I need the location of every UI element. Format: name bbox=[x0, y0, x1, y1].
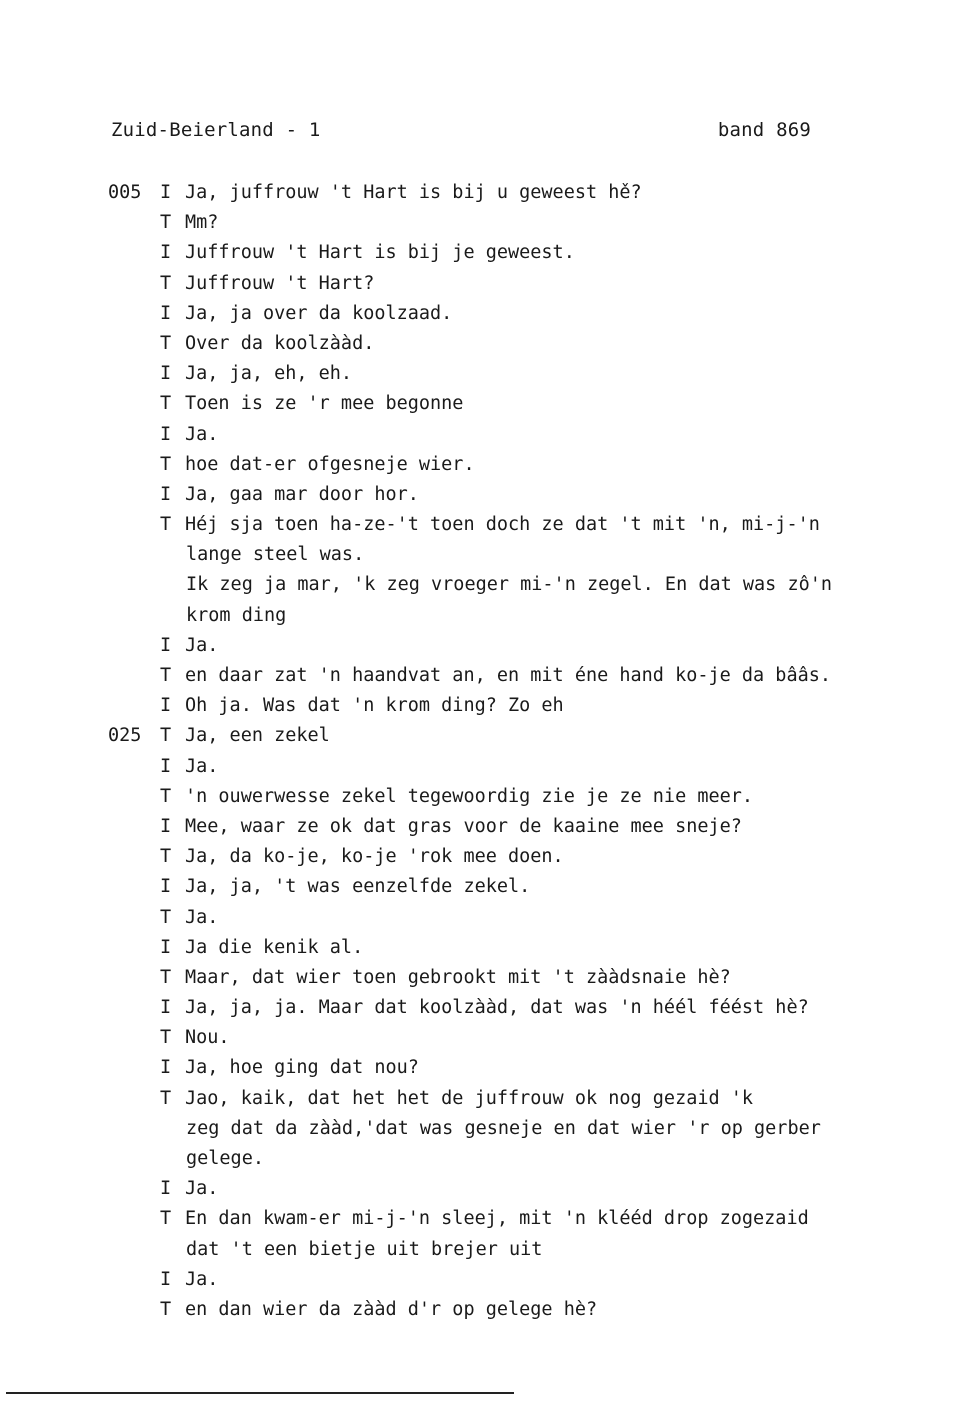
speaker-label: T bbox=[160, 272, 172, 294]
utterance-text: dat 't een bietje uit brejer uit bbox=[186, 1238, 543, 1260]
speaker-label: I bbox=[160, 483, 172, 505]
footer-rule bbox=[6, 1392, 514, 1394]
utterance-text: Ja, ja, ja. Maar dat koolzààd, dat was 'n héél féést hè? bbox=[185, 997, 809, 1019]
speaker-label: I bbox=[160, 815, 172, 837]
transcript-line bbox=[108, 1023, 908, 1053]
transcript-line bbox=[108, 1265, 908, 1295]
transcript-line bbox=[108, 480, 908, 510]
transcript-line bbox=[108, 1053, 908, 1083]
speaker-label: T bbox=[160, 393, 172, 415]
utterance-text: Ja. bbox=[185, 423, 219, 445]
utterance-text: Oh ja. Was dat 'n krom ding? Zo eh bbox=[185, 695, 564, 717]
utterance-text: Toen is ze 'r mee begonne bbox=[185, 393, 464, 415]
transcript-line bbox=[108, 1235, 908, 1265]
transcript-line bbox=[108, 842, 908, 872]
utterance-text: Over da koolzààd. bbox=[185, 332, 375, 354]
transcript-line bbox=[108, 1204, 908, 1234]
transcript-line bbox=[108, 359, 908, 389]
transcript-line bbox=[108, 933, 908, 963]
speaker-label: I bbox=[160, 363, 172, 385]
transcript-line bbox=[108, 1144, 908, 1174]
speaker-label: T bbox=[160, 725, 172, 747]
transcript-line bbox=[108, 1114, 908, 1144]
transcript-line bbox=[108, 752, 908, 782]
utterance-text: en daar zat 'n haandvat an, en mit éne hand ko-je da bââs. bbox=[185, 665, 832, 686]
utterance-text: krom ding bbox=[186, 604, 287, 626]
speaker-label: I bbox=[160, 634, 172, 656]
speaker-label: T bbox=[160, 1208, 172, 1230]
transcript-line bbox=[108, 329, 908, 359]
utterance-text: Nou. bbox=[185, 1027, 230, 1049]
transcript-line bbox=[108, 178, 908, 208]
speaker-label: I bbox=[160, 755, 172, 777]
transcript-line bbox=[108, 812, 908, 842]
utterance-text: Jao, kaik, dat het het de juffrouw ok nog gezaid 'k bbox=[185, 1087, 754, 1109]
band-number: band 869 bbox=[717, 119, 811, 141]
page-header bbox=[111, 119, 811, 145]
transcript-line bbox=[108, 631, 908, 661]
transcript-line bbox=[108, 299, 908, 329]
utterance-text: Maar, dat wier toen gebrookt mit 't zààdsnaie hè? bbox=[185, 966, 731, 988]
speaker-label: I bbox=[160, 1268, 172, 1290]
utterance-text: Ik zeg ja mar, 'k zeg vroeger mi-'n zegel. En dat was zô'n bbox=[186, 574, 833, 596]
speaker-label: I bbox=[160, 936, 172, 958]
transcript-line bbox=[108, 420, 908, 450]
transcript-line bbox=[108, 601, 908, 631]
utterance-text: Mm? bbox=[185, 212, 219, 234]
speaker-label: T bbox=[160, 332, 172, 354]
utterance-text: Juffrouw 't Hart is bij je geweest. bbox=[185, 242, 575, 264]
transcript-line bbox=[108, 1295, 908, 1325]
transcript-line bbox=[108, 208, 908, 238]
transcript-line bbox=[108, 450, 908, 480]
transcript-line bbox=[108, 993, 908, 1023]
speaker-label: T bbox=[160, 665, 172, 686]
utterance-text: 'n ouwerwesse zekel tegewoordig zie je ze nie meer. bbox=[185, 785, 754, 807]
utterance-text: Ja, een zekel bbox=[185, 725, 330, 747]
speaker-label: T bbox=[160, 1027, 172, 1049]
transcript-line bbox=[108, 1174, 908, 1204]
transcript-line bbox=[108, 661, 908, 691]
speaker-label: I bbox=[160, 1057, 172, 1079]
transcript-line bbox=[108, 389, 908, 419]
transcript-line bbox=[108, 872, 908, 902]
utterance-text: zeg dat da zààd,'dat was gesneje en dat wier 'r op gerber bbox=[186, 1117, 821, 1139]
transcript-line bbox=[108, 721, 908, 751]
speaker-label: T bbox=[160, 785, 172, 807]
utterance-text: lange steel was. bbox=[186, 544, 365, 566]
speaker-label: I bbox=[160, 182, 172, 203]
document-title: Zuid-Beierland - 1 bbox=[111, 119, 321, 141]
transcript-line bbox=[108, 570, 908, 600]
speaker-label: T bbox=[160, 966, 172, 988]
transcript-line bbox=[108, 1084, 908, 1114]
line-counter: 005 bbox=[108, 182, 142, 203]
speaker-label: T bbox=[160, 514, 172, 536]
speaker-label: I bbox=[160, 1178, 172, 1200]
transcript-line bbox=[108, 963, 908, 993]
speaker-label: T bbox=[160, 1298, 172, 1320]
utterance-text: Héj sja toen ha-ze-'t toen doch ze dat 't mit 'n, mi-j-'n bbox=[185, 514, 820, 536]
utterance-text: en dan wier da zààd d'r op gelege hè? bbox=[185, 1298, 598, 1320]
utterance-text: Juffrouw 't Hart? bbox=[185, 272, 375, 294]
speaker-label: T bbox=[160, 453, 172, 475]
speaker-label: I bbox=[160, 302, 172, 324]
utterance-text: Ja, ja, 't was eenzelfde zekel. bbox=[185, 876, 531, 898]
utterance-text: Ja, hoe ging dat nou? bbox=[185, 1057, 419, 1079]
utterance-text: Ja, juffrouw 't Hart is bij u geweest hě? bbox=[185, 182, 642, 203]
utterance-text: Ja, ja over da koolzaad. bbox=[185, 302, 453, 324]
transcript-line bbox=[108, 238, 908, 268]
transcript-line bbox=[108, 782, 908, 812]
speaker-label: T bbox=[160, 212, 172, 234]
utterance-text: gelege. bbox=[186, 1148, 264, 1169]
transcript-line bbox=[108, 903, 908, 933]
utterance-text: Ja die kenik al. bbox=[185, 936, 364, 958]
speaker-label: I bbox=[160, 876, 172, 898]
speaker-label: I bbox=[160, 695, 172, 717]
utterance-text: Mee, waar ze ok dat gras voor de kaaine mee sneje? bbox=[185, 815, 742, 837]
speaker-label: I bbox=[160, 997, 172, 1019]
line-counter: 025 bbox=[108, 725, 142, 747]
utterance-text: En dan kwam-er mi-j-'n sleej, mit 'n klééd drop zogezaid bbox=[185, 1208, 809, 1230]
transcript bbox=[108, 178, 908, 1325]
utterance-text: Ja. bbox=[185, 1178, 219, 1200]
speaker-label: T bbox=[160, 1087, 172, 1109]
utterance-text: Ja, ja, eh, eh. bbox=[185, 363, 353, 385]
utterance-text: Ja, gaa mar door hor. bbox=[185, 483, 419, 505]
speaker-label: T bbox=[160, 846, 172, 868]
utterance-text: Ja. bbox=[185, 1268, 219, 1290]
utterance-text: Ja. bbox=[185, 634, 219, 656]
speaker-label: T bbox=[160, 906, 172, 928]
transcript-line bbox=[108, 510, 908, 540]
transcript-line bbox=[108, 269, 908, 299]
utterance-text: hoe dat-er ofgesneje wier. bbox=[185, 453, 475, 475]
transcript-line bbox=[108, 691, 908, 721]
speaker-label: I bbox=[160, 242, 172, 264]
speaker-label: I bbox=[160, 423, 172, 445]
transcript-line bbox=[108, 540, 908, 570]
utterance-text: Ja. bbox=[185, 755, 219, 777]
utterance-text: Ja. bbox=[185, 906, 219, 928]
utterance-text: Ja, da ko-je, ko-je 'rok mee doen. bbox=[185, 846, 564, 868]
